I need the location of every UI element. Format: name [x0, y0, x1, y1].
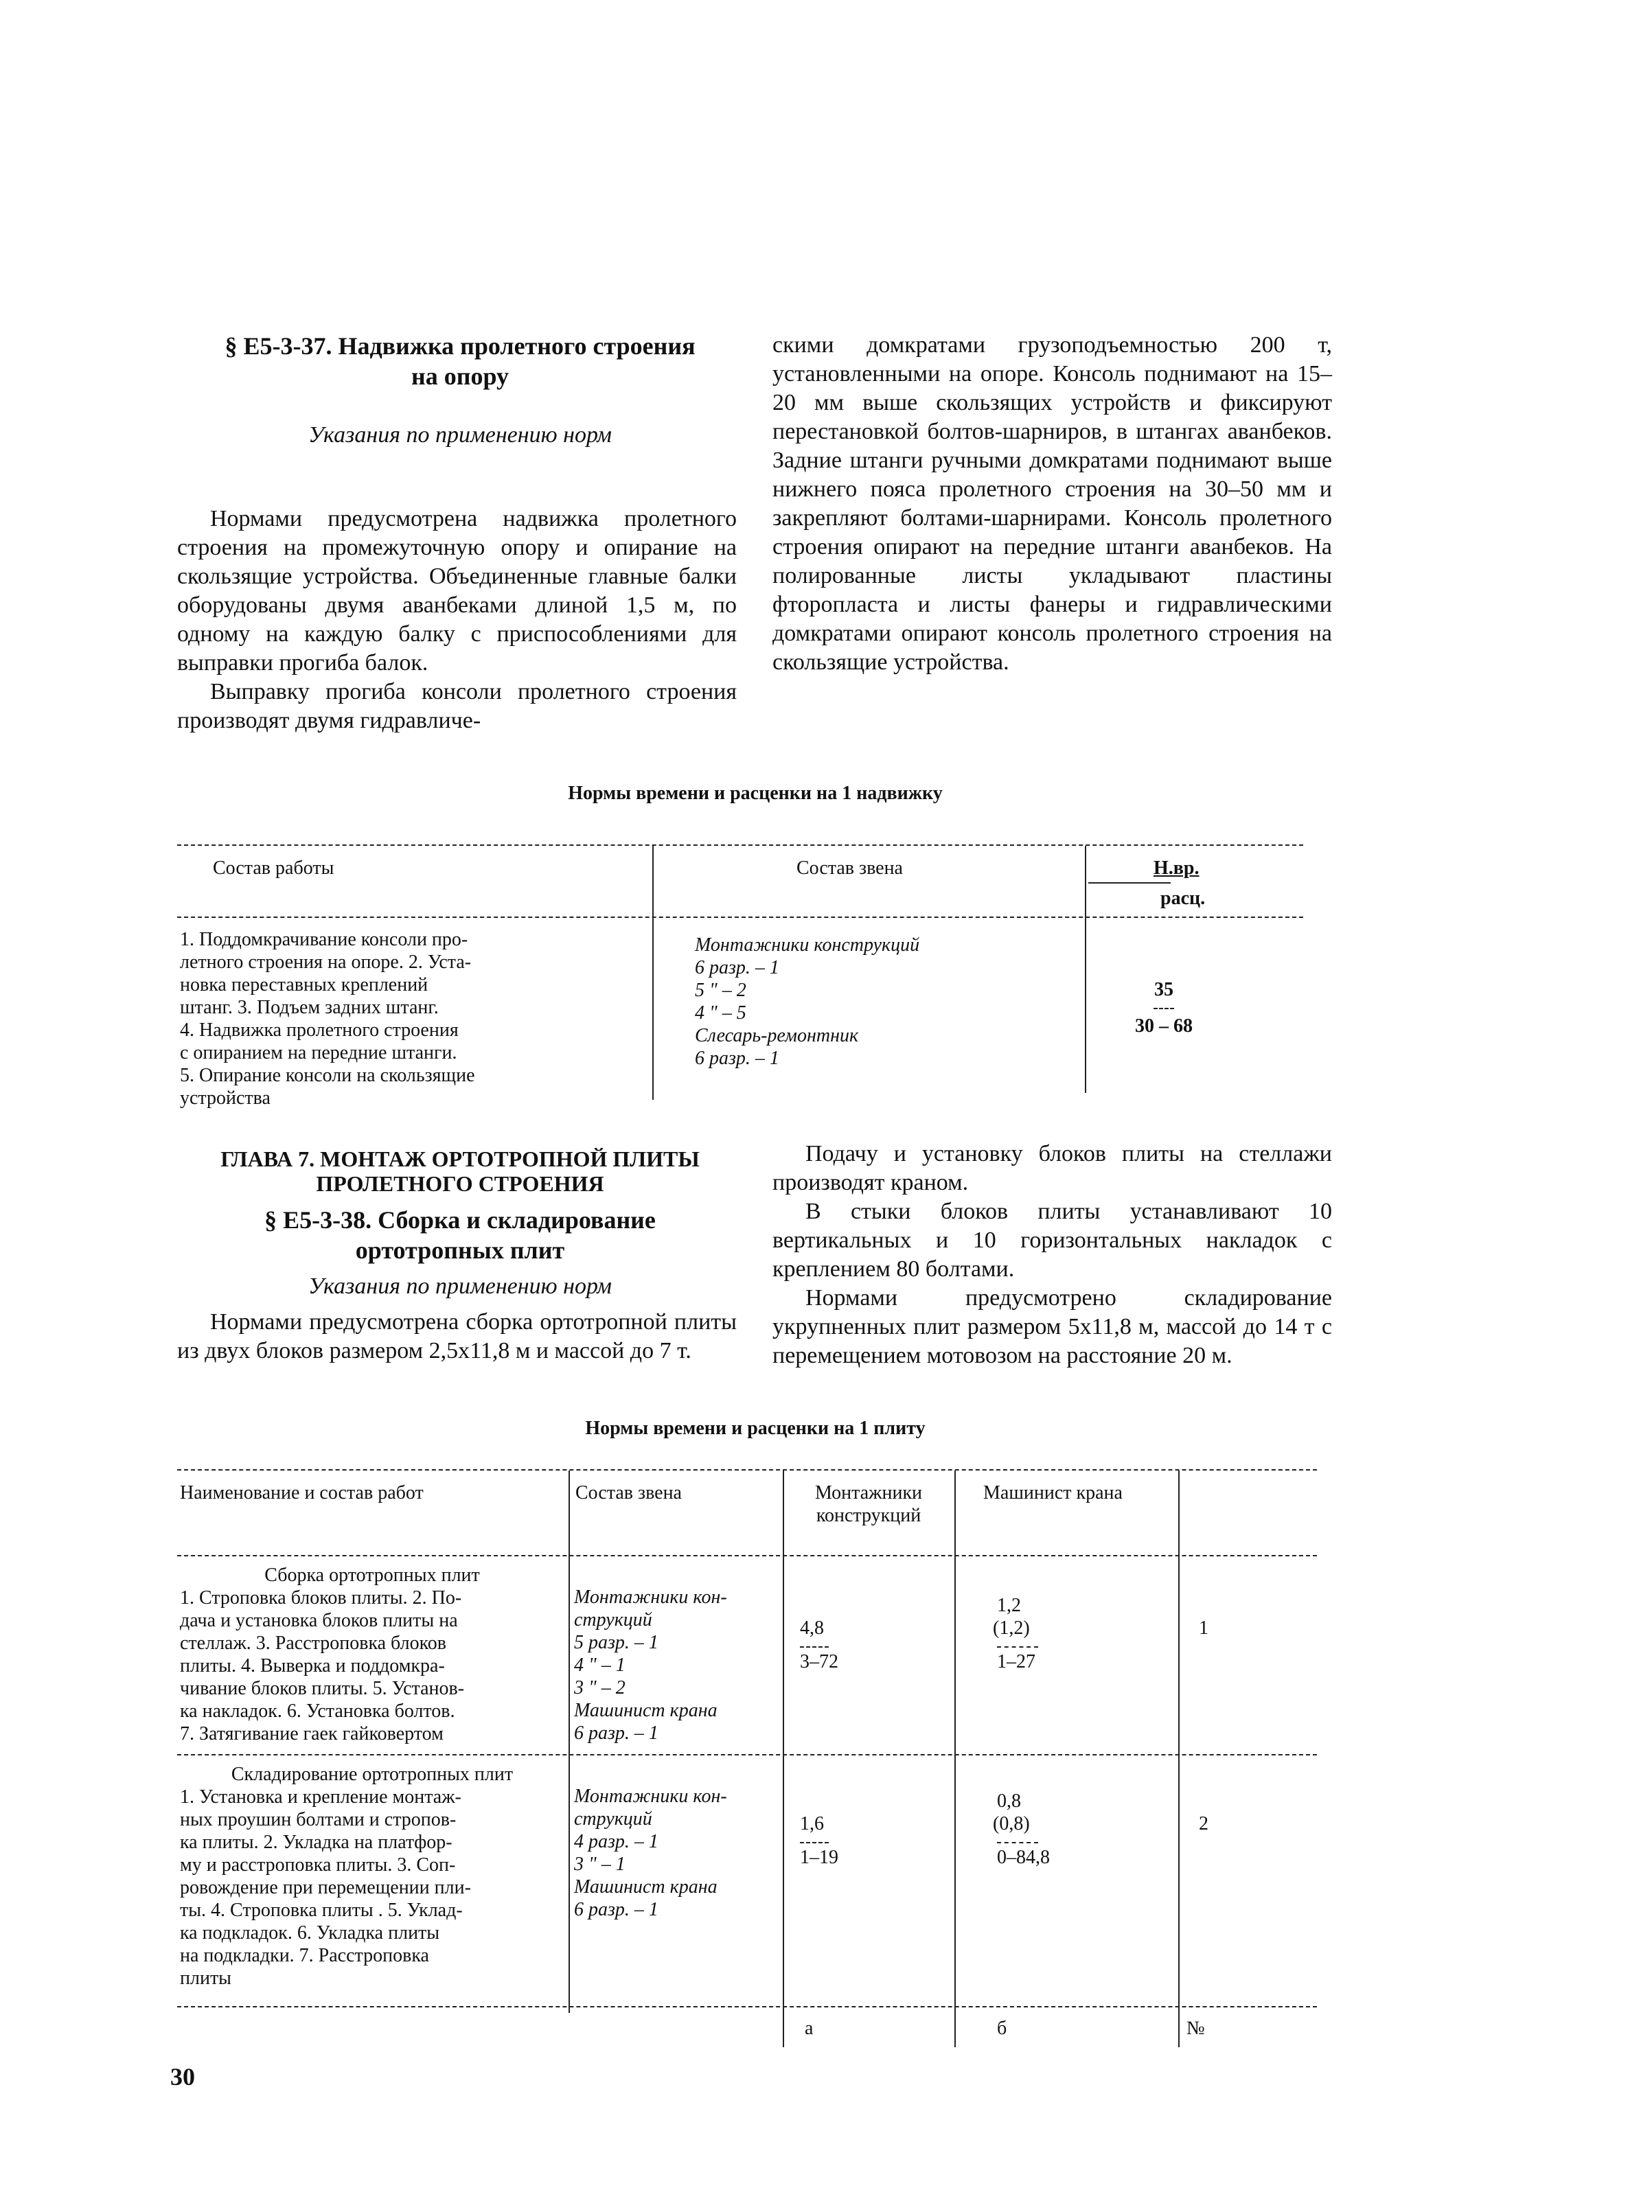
section-subheading: Указания по применению норм	[308, 422, 612, 448]
heading-line: на опору	[411, 362, 509, 390]
work-line: му и расстроповка плиты. 3. Соп-	[180, 1854, 456, 1876]
crew-line: Машинист крана	[574, 1700, 718, 1721]
column-label-a: а	[805, 2018, 814, 2039]
table2-header-crew: Состав звена	[575, 1482, 682, 1504]
fraction-bar	[997, 1842, 1038, 1843]
work-line: ка подкладок. 6. Укладка плиты	[180, 1922, 440, 1944]
row-title: Сборка ортотропных плит	[264, 1565, 480, 1586]
work-line: 5. Опирание консоли на скользящие	[180, 1065, 475, 1086]
work-line: с опиранием на передние штанги.	[180, 1042, 457, 1063]
chapter-title-line: ПРОЛЕТНОГО СТРОЕНИЯ	[316, 1171, 604, 1196]
row-b-norm-paren: (0,8)	[993, 1813, 1030, 1834]
row-b-norm: 0,8	[997, 1790, 1021, 1812]
crew-line: 3 " – 1	[574, 1854, 626, 1875]
heading-line: § Е5-3-37. Надвижка пролетного строения	[225, 332, 696, 360]
column-label-number: №	[1186, 2018, 1205, 2039]
table1-header-norm: Н.вр.	[1154, 857, 1200, 879]
section-e5-3-38-heading	[179, 1205, 742, 1265]
crew-line: струкций	[574, 1808, 652, 1830]
crew-line: 4 " – 5	[695, 1002, 746, 1024]
table2-caption: Нормы времени и расценки на 1 плиту	[585, 1418, 926, 1439]
table2-header-installers: Монтажники конструкций	[814, 1482, 923, 1526]
table-divider	[1085, 846, 1086, 1093]
work-line: новка переставных креплений	[180, 974, 428, 995]
crew-line: 5 " – 2	[695, 980, 746, 1001]
work-line: устройства	[180, 1087, 271, 1109]
crew-line: Машинист крана	[574, 1876, 718, 1898]
row-b-norm: 1,2	[997, 1595, 1021, 1616]
row-b-rate: 1–27	[997, 1651, 1035, 1672]
row-a-norm: 4,8	[800, 1617, 824, 1639]
paragraph: Нормами предусмотрена сборка ортотропной плиты из двух блоков размером 2,5x11,8 м и массой до 7 т.	[177, 1309, 737, 1363]
crew-line: 4 " – 1	[574, 1655, 626, 1676]
table-divider	[569, 1471, 570, 2013]
table1-header-rate: расц.	[1160, 888, 1206, 909]
table-rule	[177, 917, 1303, 918]
table-rule	[177, 844, 1303, 846]
row-number: 2	[1199, 1813, 1208, 1834]
work-line: 1. Установка и крепление монтаж-	[180, 1786, 461, 1808]
work-line: летного строения на опоре. 2. Уста-	[180, 952, 472, 973]
section2-right-column	[772, 1140, 1332, 1370]
work-line: ка плиты. 2. Укладка на платфор-	[180, 1832, 452, 1853]
crew-line: Монтажники кон-	[574, 1786, 727, 1807]
work-line: ка накладок. 6. Установка болтов.	[180, 1701, 455, 1722]
paragraph: В стыки блоков плиты устанавливают 10 вертикальных и 10 горизонтальных накладок с креплением 80 болтами.	[772, 1199, 1332, 1282]
work-line: плиты	[180, 1968, 231, 1989]
table-rule	[177, 2006, 1317, 2007]
table-divider	[954, 1471, 956, 2047]
crew-line: 6 разр. – 1	[574, 1723, 658, 1744]
table2-row-work-cell	[180, 1763, 564, 1990]
row-a-rate: 1–19	[800, 1847, 838, 1868]
fraction-bar	[1154, 1008, 1174, 1009]
fraction-bar	[800, 1842, 829, 1843]
fraction-bar	[800, 1646, 829, 1648]
section2-left-column	[177, 1308, 737, 1366]
table-rule	[177, 1555, 1317, 1556]
crew-line: 6 разр. – 1	[695, 957, 779, 978]
crew-line: Слесарь-ремонтник	[695, 1025, 859, 1046]
work-line: ровождение при перемещении пли-	[180, 1877, 471, 1898]
paragraph: скими домкратами грузоподъемностью 200 т, установленными на опоре. Консоль поднимают на 15–20 мм выше скользящих устройств и фиксируют перестановкой болтов-шарниров, в штангах аванбеков. Задние штанги ручными домкратами поднимают выше нижнего пояса пролетного строения на 30–50 мм и закрепляют болтами-шарнирами. Консоль пролетного строения опирают на передние штанги аванбеков. На полированные листы укладывают пластины фторопласта и листы фанеры и гидравлическими домкратами опирают консоль пролетного строения на скользящие устройства.	[772, 332, 1332, 675]
work-line: 1. Поддомкрачивание консоли про-	[180, 929, 468, 950]
row-number: 1	[1199, 1617, 1208, 1639]
paragraph: Нормами предусмотрено складирование укрупненных плит размером 5x11,8 м, массой до 14 т с перемещением мотовозом на расстояние 20 м.	[772, 1285, 1332, 1368]
table1-norm: 35	[1154, 979, 1173, 1000]
chapter-title-line: ГЛАВА 7. МОНТАЖ ОРТОТРОПНОЙ ПЛИТЫ	[220, 1147, 700, 1171]
work-line: ных проушин болтами и стропов-	[180, 1809, 457, 1830]
section-subheading: Указания по применению норм	[308, 1274, 612, 1299]
row-a-rate: 3–72	[800, 1651, 838, 1672]
table-divider	[783, 1471, 784, 2047]
table-divider	[652, 846, 654, 1100]
table1-header-work: Состав работы	[213, 857, 334, 879]
work-line: стеллаж. 3. Расстроповка блоков	[180, 1633, 446, 1654]
table-rule	[177, 1754, 1317, 1755]
chapter-title	[179, 1147, 742, 1196]
table2-row-work-cell	[180, 1564, 564, 1745]
work-line: 1. Строповка блоков плиты. 2. По-	[180, 1587, 462, 1609]
page-number: 30	[170, 2063, 195, 2090]
work-line: ты. 4. Строповка плиты . 5. Уклад-	[180, 1900, 463, 1921]
table2-row-crew-cell	[574, 1785, 727, 1921]
table-rule	[177, 1469, 1317, 1471]
table2-row-crew-cell	[574, 1586, 727, 1744]
column-label-b: б	[997, 2018, 1007, 2039]
table2-header-work: Наименование и состав работ	[180, 1482, 424, 1504]
table1-rate: 30 – 68	[1135, 1015, 1193, 1037]
paragraph: Выправку прогиба консоли пролетного строения производят двумя гидравличе-	[177, 679, 737, 733]
table1-header-crew: Состав звена	[796, 857, 903, 879]
work-line: на подкладки. 7. Расстроповка	[180, 1945, 429, 1966]
work-line: штанг. 3. Подъем задних штанг.	[180, 997, 439, 1018]
paragraph: Подачу и установку блоков плиты на стеллажи производят краном.	[772, 1141, 1332, 1195]
section-e5-3-37-heading	[172, 331, 748, 391]
table-divider	[1178, 1471, 1180, 2047]
crew-line: Монтажники кон-	[574, 1587, 727, 1608]
paragraph: Нормами предусмотрена надвижка пролетного строения на промежуточную опору и опирание на скользящие устройства. Объединенные главные балки оборудованы двумя аванбеками длиной 1,5 м, по одному на каждую балку с приспособлениями для выправки прогиба балок.	[177, 506, 737, 676]
work-line: чивание блоков плиты. 5. Установ-	[180, 1678, 465, 1699]
crew-line: 6 разр. – 1	[574, 1899, 658, 1920]
table1-work-cell	[180, 928, 475, 1109]
heading-line: § Е5-3-38. Сборка и складирование	[264, 1206, 656, 1234]
crew-line: 5 разр. – 1	[574, 1632, 658, 1653]
work-line: дача и установка блоков плиты на	[180, 1610, 458, 1631]
work-line: 7. Затягивание гаек гайковертом	[180, 1723, 444, 1744]
crew-line: Монтажники конструкций	[695, 934, 920, 956]
crew-line: 6 разр. – 1	[695, 1048, 779, 1069]
heading-line: ортотропных плит	[355, 1236, 565, 1264]
table1-crew-cell	[695, 934, 919, 1070]
crew-line: 4 разр. – 1	[574, 1831, 658, 1852]
section1-right-column	[772, 331, 1332, 677]
table2-header-crane-operator: Машинист крана	[983, 1482, 1123, 1504]
row-title: Складирование ортотропных плит	[231, 1764, 514, 1785]
row-a-norm: 1,6	[800, 1813, 824, 1834]
row-b-rate: 0–84,8	[997, 1847, 1050, 1868]
table1-caption: Нормы времени и расценки на 1 надвижку	[568, 783, 943, 804]
fraction-bar	[997, 1646, 1038, 1648]
row-b-norm-paren: (1,2)	[993, 1617, 1030, 1639]
work-line: плиты. 4. Выверка и поддомкра-	[180, 1655, 445, 1677]
crew-line: 3 " – 2	[574, 1677, 626, 1698]
header-underline	[1088, 882, 1171, 884]
crew-line: струкций	[574, 1609, 652, 1631]
work-line: 4. Надвижка пролетного строения	[180, 1019, 459, 1041]
section1-left-column	[177, 505, 737, 735]
